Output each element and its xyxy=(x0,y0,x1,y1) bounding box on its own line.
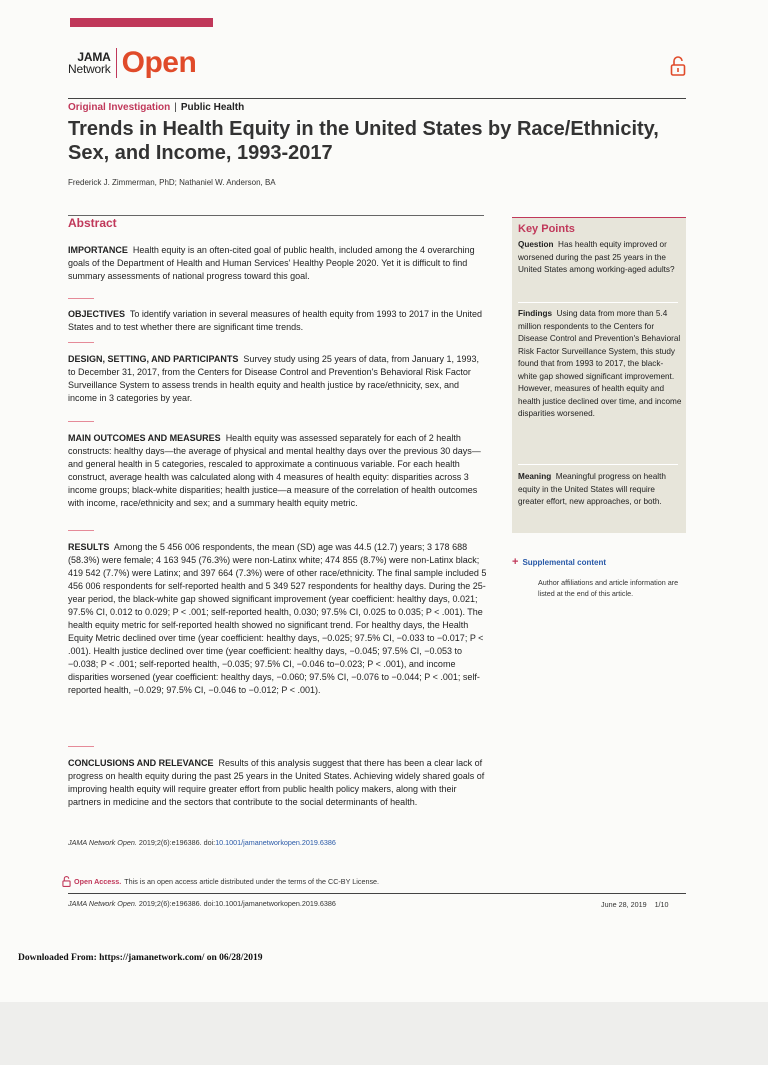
citation: JAMA Network Open. 2019;2(6):e196386. doi:10.1001/jamanetworkopen.2019.6386 xyxy=(68,838,336,847)
logo-network: Network xyxy=(68,62,111,76)
abstract-results: RESULTS Among the 5 456 006 respondents, the mean (SD) age was 44.5 (12.7) years; 3 178 688 (58.3%) were female; 4 163 945 (76.3%) were non-Latinx white; 474 855 (8.7%) were non-Latinx black; 419 542 (7.7%) were Latinx; and 397 664 (7.3%) were of other race/ethnicity. The final sample included 5 456 006 respondents for self-reported health and 5 349 527 respondents for healthy days. During the 25-year period, the black-white gap showed significant improvement (year coefficient: healthy days, 0.021; 97.5% CI, 0.012 to 0.029; P < .001; self-reported health, 0.030; 97.5% CI, 0.025 to 0.035; P < .001). The health equity metric for self-reported health showed no significant trend. For healthy days, the Health Equity Metric declined over time (year coefficient: healthy days, −0.025; 97.5% CI, −0.033 to −0.017; P < .001). Health justice declined over time (year coefficient: healthy days, −0.045; 97.5% CI, −0.053 to −0.038; P < .001; self-reported health, −0.035; 97.5% CI, −0.046 to−0.023; P < .001), and income disparities worsened (year coefficient: healthy days, −0.060; 97.5% CI, −0.076 to −0.044; P < .001; self-reported health, −0.029; 97.5% CI, −0.046 to −0.012; P < .001). xyxy=(68,542,487,695)
abstract-outcomes: MAIN OUTCOMES AND MEASURES Health equity was assessed separately for each of 2 health constructs: healthy days—the average of physical and mental healthy days over the previous 30 days—and general health in 5 categories, rescaled to approximate a continuous variable. For each health construct, average health was calculated along with 4 measures of health equity: disparities across 3 income groups; black-white disparities; health justice—a measure of the correlation of health outcomes with income, race/ethnicity and sex; and a summary health equity metric. xyxy=(68,433,481,508)
plus-icon: + xyxy=(512,556,519,568)
brand-bar xyxy=(70,18,213,27)
article-title: Trends in Health Equity in the United States by Race/Ethnicity, Sex, and Income, 1993-2017 xyxy=(68,118,659,164)
open-lock-icon xyxy=(670,56,686,76)
header-rule xyxy=(68,98,686,99)
supplemental-content-link[interactable]: + Supplemental content xyxy=(512,556,606,568)
download-note: Downloaded From: https://jamanetwork.com/ on 06/28/2019 xyxy=(18,953,263,963)
abstract-heading: Abstract xyxy=(68,216,117,230)
open-access-text: This is an open access article distributed under the terms of the CC-BY License. xyxy=(124,877,380,886)
key-points-question: Question Has health equity improved or worsened during the past 25 years in the United States among working-aged adults? xyxy=(518,240,675,274)
key-points-heading: Key Points xyxy=(518,223,575,235)
key-points-findings: Findings Using data from more than 5.4 million respondents to the Centers for Disease Control and Prevention's Behavioral Risk Factor Surveillance System, this study found that from 1993 to 2017, the black-white gap showed significant improvement. However, measures of health equity and health justice declined over time, and income disparities worsened. xyxy=(518,309,682,418)
journal-logo[interactable] xyxy=(68,45,196,81)
footer-date-page: June 28, 2019 1/10 xyxy=(601,900,669,909)
key-points-meaning: Meaning Meaningful progress on health equity in the United States will require greater effort, new approaches, or both. xyxy=(518,472,666,506)
logo-jama: JAMA xyxy=(77,50,111,64)
open-access-label: Open Access. xyxy=(74,877,122,886)
category-label: Public Health xyxy=(180,102,245,113)
abstract-design: DESIGN, SETTING, AND PARTICIPANTS Survey study using 25 years of data, from January 1, 1993, to December 31, 2017, from the Centers for Disease Control and Prevention's Behavioral Risk Factor Surveillance System to assess trends in health equity and health justice by race/ethnicity, sex, and income in 3 categories by year. xyxy=(68,354,479,403)
section-label: Original Investigation xyxy=(68,102,171,113)
article-label: Original Investigation | Public Health xyxy=(68,102,245,113)
logo-open: Open xyxy=(121,46,197,79)
abstract-objectives: OBJECTIVES To identify variation in several measures of health equity from 1993 to 2017 in the United States and to test whether there are significant time trends. xyxy=(68,309,483,332)
abstract-conclusions: CONCLUSIONS AND RELEVANCE Results of this analysis suggest that there has been a clear lack of progress on health equity during the past 25 years in the United States. Achieving widely shared goals of improving health equity will require greater effort from public health policy makers, along with their partners in medicine and the sectors that contribute to the social determinants of health. xyxy=(68,758,485,807)
footer-citation: JAMA Network Open. 2019;2(6):e196386. doi:10.1001/jamanetworkopen.2019.6386 xyxy=(68,899,336,908)
affiliations-note: Author affiliations and article information are listed at the end of this article. xyxy=(538,578,679,598)
abstract-importance: IMPORTANCE Health equity is an often-cited goal of public health, included among the 4 overarching goals of the Department of Health and Human Services' Healthy People 2020. Yet it is difficult to find summary assessments of national progress toward this goal. xyxy=(68,245,475,281)
open-access-note xyxy=(62,876,379,887)
authors: Frederick J. Zimmerman, PhD; Nathaniel W. Anderson, BA xyxy=(68,178,276,187)
doi-link[interactable]: 10.1001/jamanetworkopen.2019.6386 xyxy=(215,838,336,847)
open-lock-icon xyxy=(62,876,71,887)
